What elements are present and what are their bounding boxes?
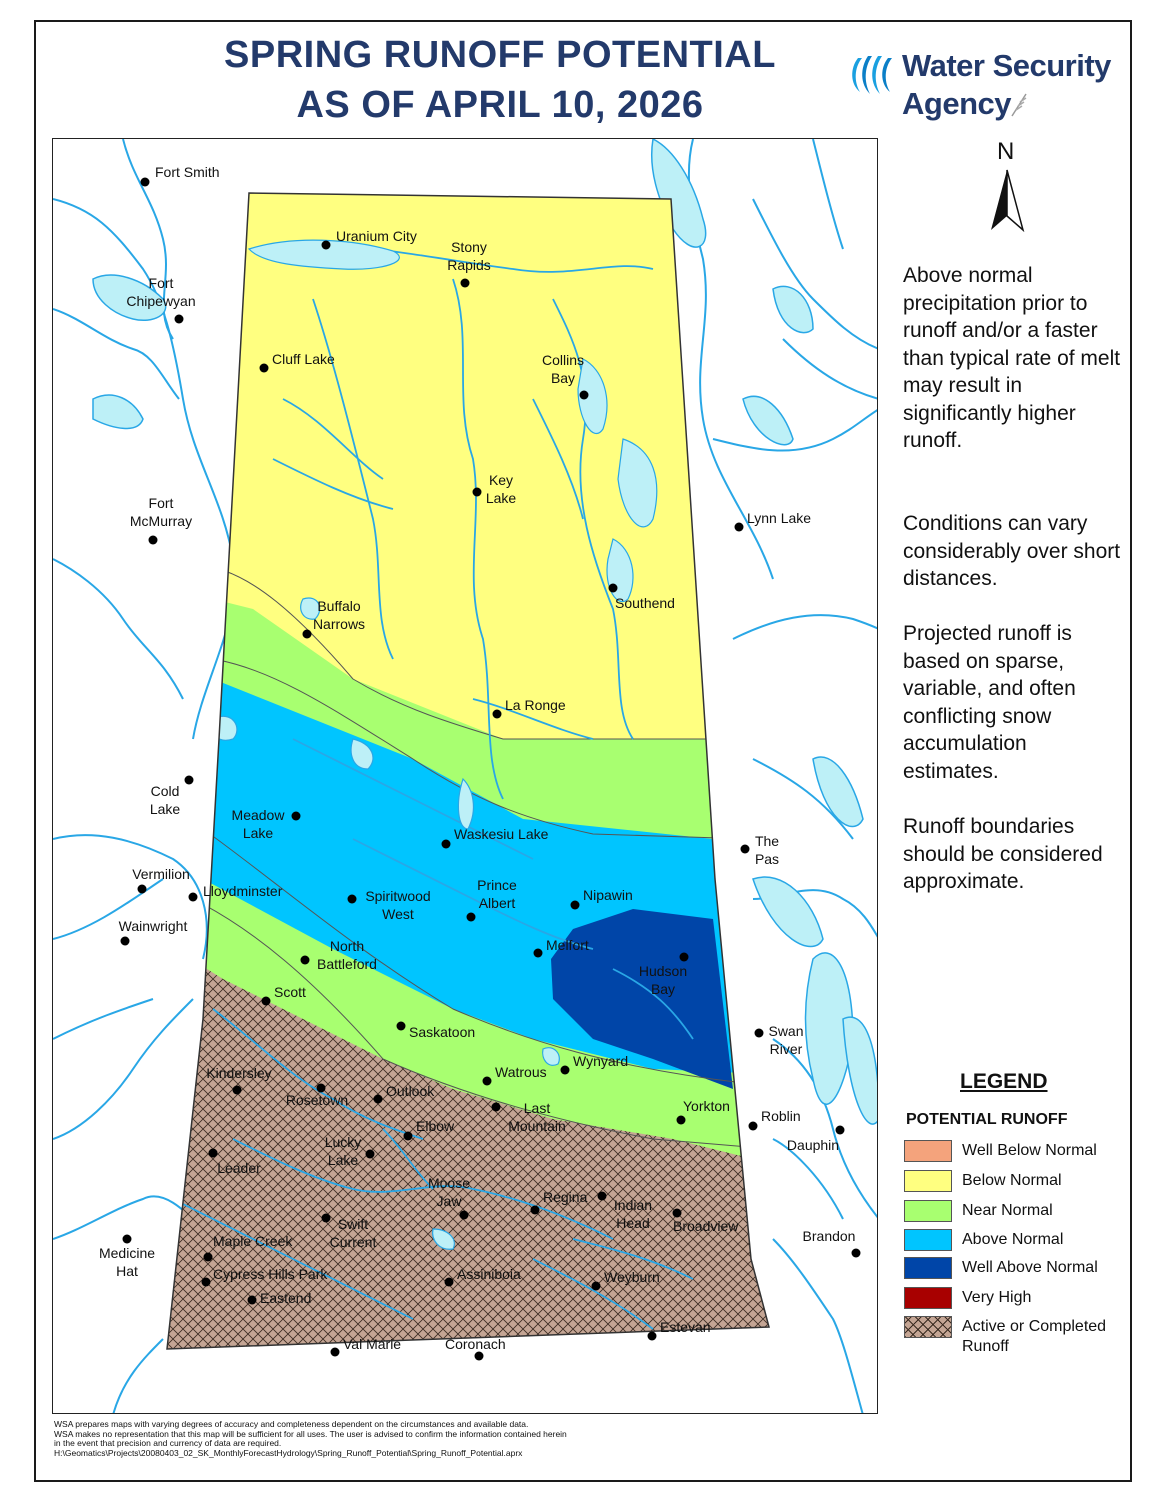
city-marker[interactable]: [150, 776, 194, 818]
city-dot: [749, 1122, 758, 1131]
city-label: The: [754, 833, 780, 849]
city-marker[interactable]: [803, 1228, 861, 1258]
disclaimer-line: WSA prepares maps with varying degrees of accuracy and completeness dependent on the circumstances and available data.: [54, 1419, 529, 1429]
city-marker[interactable]: [735, 510, 812, 532]
city-label: Rosetown: [285, 1092, 349, 1108]
city-marker[interactable]: [132, 866, 190, 894]
legend-swatch: [904, 1257, 952, 1279]
city-dot: [492, 1103, 501, 1112]
city-label: Jaw: [436, 1193, 462, 1209]
city-label: Waskesiu Lake: [454, 826, 549, 842]
city-marker[interactable]: [189, 883, 283, 902]
city-dot: [260, 364, 269, 373]
city-label: Current: [329, 1234, 377, 1250]
city-label: Hudson: [638, 963, 688, 979]
city-marker[interactable]: [130, 495, 192, 545]
city-label: Uranium City: [336, 228, 417, 244]
city-label: River: [769, 1041, 803, 1057]
city-label: Assiniboia: [457, 1266, 521, 1282]
city-dot: [461, 279, 470, 288]
city-dot: [248, 1296, 257, 1305]
map-title-line2: AS OF APRIL 10, 2026: [296, 84, 704, 126]
city-dot: [233, 1086, 242, 1095]
city-dot: [677, 1116, 686, 1125]
city-dot: [301, 956, 310, 965]
city-label: Broadview: [673, 1218, 739, 1234]
city-dot: [123, 1235, 132, 1244]
city-label: Indian: [613, 1197, 653, 1213]
city-label: Cluff Lake: [272, 351, 335, 367]
city-dot: [460, 1211, 469, 1220]
note-conditions: Conditions can vary considerably over short distances.: [903, 512, 1121, 590]
city-label: Bay: [650, 981, 676, 997]
city-label: Lake: [242, 825, 274, 841]
city-dot: [374, 1095, 383, 1104]
city-label: Pas: [754, 851, 780, 867]
city-label: Lucky: [324, 1134, 362, 1150]
city-marker[interactable]: [397, 1022, 476, 1041]
city-dot: [185, 776, 194, 785]
legend-title: LEGEND: [960, 1070, 1048, 1093]
map-panel[interactable]: [52, 138, 878, 1414]
city-label: Dauphin: [786, 1137, 840, 1153]
city-dot: [852, 1249, 861, 1258]
north-arrow-icon: [985, 168, 1029, 232]
city-dot: [331, 1348, 340, 1357]
city-label: Battleford: [317, 956, 377, 972]
city-label: Southend: [615, 595, 675, 611]
city-dot: [366, 1150, 375, 1159]
city-dot: [209, 1149, 218, 1158]
legend-label: Above Normal: [962, 1231, 1064, 1248]
city-label: Elbow: [416, 1118, 455, 1134]
city-label: Melfort: [546, 937, 589, 953]
city-dot: [483, 1077, 492, 1086]
city-dot: [442, 840, 451, 849]
city-label: Lake: [485, 490, 517, 506]
city-label: Yorkton: [683, 1098, 730, 1114]
city-dot: [680, 953, 689, 962]
city-label: Fort: [148, 275, 174, 291]
city-label: Meadow: [231, 807, 285, 823]
legend-swatch: [904, 1200, 952, 1222]
city-label: Estevan: [660, 1319, 711, 1335]
city-dot: [571, 901, 580, 910]
city-label: Buffalo: [317, 598, 361, 614]
legend-label: Active or Completed Runoff: [962, 1318, 1107, 1355]
legend-label: Well Above Normal: [962, 1259, 1098, 1276]
city-dot: [202, 1278, 211, 1287]
city-label: Roblin: [761, 1108, 801, 1124]
city-label: Saskatoon: [409, 1024, 476, 1040]
legend-swatch: [904, 1287, 952, 1309]
city-label: Fort Smith: [155, 164, 220, 180]
city-label: Cold: [150, 783, 180, 799]
city-label: Swift: [337, 1216, 369, 1232]
note-precipitation: Above normal precipitation prior to runoff and/or a faster than typical rate of melt may result in significantly higher runoff.: [903, 264, 1121, 452]
city-label: Lake: [149, 801, 181, 817]
logo-text-line2: Agency: [902, 86, 1011, 121]
city-label: Fort: [148, 495, 174, 511]
city-dot: [138, 885, 147, 894]
city-label: Regina: [543, 1189, 588, 1205]
wsa-logo: [848, 46, 1118, 126]
city-dot: [262, 997, 271, 1006]
city-dot: [580, 391, 589, 400]
city-label: Brandon: [802, 1228, 856, 1244]
city-dot: [189, 893, 198, 902]
city-label: Watrous: [495, 1064, 547, 1080]
wheat-icon: [1008, 92, 1030, 118]
city-label: Bay: [550, 370, 576, 386]
city-dot: [175, 315, 184, 324]
city-dot: [741, 845, 750, 854]
city-label: Val Marie: [343, 1336, 402, 1352]
city-label: Scott: [274, 984, 306, 1000]
city-dot: [404, 1132, 413, 1141]
city-label: Lake: [327, 1152, 359, 1168]
city-dot: [204, 1253, 213, 1262]
city-marker[interactable]: [741, 833, 780, 867]
city-label: Rapids: [447, 257, 491, 273]
city-dot: [673, 1209, 682, 1218]
city-label: Key: [488, 472, 514, 488]
disclaimer: [54, 1420, 754, 1458]
city-label: Weyburn: [604, 1269, 660, 1285]
city-label: Outlook: [386, 1083, 435, 1099]
city-label: Moose: [427, 1175, 471, 1191]
north-arrow: [985, 138, 1029, 234]
legend-swatch: [904, 1140, 952, 1162]
city-dot: [598, 1192, 607, 1201]
city-marker[interactable]: [755, 1023, 804, 1057]
city-marker[interactable]: [445, 1336, 506, 1361]
city-dot: [648, 1332, 657, 1341]
city-dot: [149, 536, 158, 545]
legend-swatch: [904, 1316, 952, 1338]
city-dot: [303, 630, 312, 639]
city-label: Hat: [116, 1263, 138, 1279]
city-label: Last: [523, 1100, 551, 1116]
note-projected: Projected runoff is based on sparse, variable, and often conflicting snow accumulation estimates.: [903, 622, 1076, 783]
city-label: Leader: [217, 1160, 261, 1176]
map-svg[interactable]: [53, 139, 878, 1414]
city-label: Stony: [451, 239, 487, 255]
legend-label: Very High: [962, 1289, 1032, 1306]
city-dot: [531, 1206, 540, 1215]
city-dot: [755, 1029, 764, 1038]
city-dot: [475, 1352, 484, 1361]
city-dot: [493, 710, 502, 719]
city-label: Coronach: [445, 1336, 506, 1352]
city-dot: [121, 937, 130, 946]
city-label: Medicine: [98, 1245, 156, 1261]
city-marker[interactable]: [787, 1126, 845, 1154]
city-dot: [292, 812, 301, 821]
legend-swatch: [904, 1229, 952, 1251]
city-label: McMurray: [129, 513, 193, 529]
disclaimer-line: WSA makes no representation that this map will be sufficient for all uses. The user is advised to confirm the information contained herein: [54, 1428, 567, 1439]
city-dot: [445, 1278, 454, 1287]
legend-label: Below Normal: [962, 1172, 1062, 1189]
city-dot: [735, 523, 744, 532]
city-dot: [348, 895, 357, 904]
city-marker[interactable]: [141, 164, 220, 187]
city-label: Lloydminster: [203, 883, 283, 899]
logo-text-line1: Water Security: [902, 48, 1111, 83]
city-dot: [467, 913, 476, 922]
disclaimer-line: in the event that precision and currency of data are required.: [54, 1438, 282, 1448]
city-label: Nipawin: [583, 887, 633, 903]
city-label: Collins: [541, 352, 585, 368]
city-label: Mountain: [508, 1118, 566, 1134]
note-boundaries: Runoff boundaries should be considered approximate.: [903, 815, 1103, 893]
city-label: Maple Creek: [213, 1233, 293, 1249]
city-marker[interactable]: [749, 1108, 801, 1131]
city-label: Narrows: [312, 616, 366, 632]
city-label: Cypress Hills Park: [213, 1266, 328, 1282]
disclaimer-line: H:\Geomatics\Projects\20080403_02_SK_MonthlyForecastHydrology\Spring_Runoff_Potential\Spring_Runoff_Potential.aprx: [54, 1447, 523, 1458]
city-label: Spiritwood: [365, 888, 431, 904]
city-label: Swan: [768, 1023, 804, 1039]
city-label: North: [329, 938, 365, 954]
city-dot: [592, 1282, 601, 1291]
city-dot: [473, 488, 482, 497]
saskatchewan-zones: [53, 139, 878, 1414]
city-label: Wynyard: [573, 1053, 629, 1069]
city-label: Kindersley: [206, 1065, 272, 1081]
city-label: Head: [616, 1215, 650, 1231]
city-label: Prince: [477, 877, 517, 893]
city-dot: [836, 1126, 845, 1135]
legend-label: Near Normal: [962, 1202, 1053, 1219]
city-dot: [141, 178, 150, 187]
legend-label: Well Below Normal: [962, 1142, 1097, 1159]
legend-subtitle: POTENTIAL RUNOFF: [906, 1111, 1068, 1128]
city-label: Wainwright: [118, 918, 188, 934]
city-dot: [322, 1214, 331, 1223]
city-label: La Ronge: [505, 697, 566, 713]
city-dot: [397, 1022, 406, 1031]
city-dot: [322, 241, 331, 250]
city-dot: [561, 1066, 570, 1075]
map-title-line1: SPRING RUNOFF POTENTIAL: [224, 34, 776, 76]
water-drop-logo-icon: [848, 50, 898, 100]
city-label: Vermilion: [132, 866, 190, 882]
city-marker[interactable]: [119, 918, 188, 946]
city-label: Eastend: [260, 1290, 312, 1306]
city-label: West: [382, 906, 414, 922]
city-marker[interactable]: [99, 1235, 155, 1280]
city-label: Chipewyan: [126, 293, 196, 309]
legend-swatch: [904, 1170, 952, 1192]
city-dot: [534, 949, 543, 958]
north-label: N: [997, 138, 1015, 165]
city-label: Lynn Lake: [747, 510, 812, 526]
city-label: Albert: [478, 895, 516, 911]
city-dot: [609, 584, 618, 593]
